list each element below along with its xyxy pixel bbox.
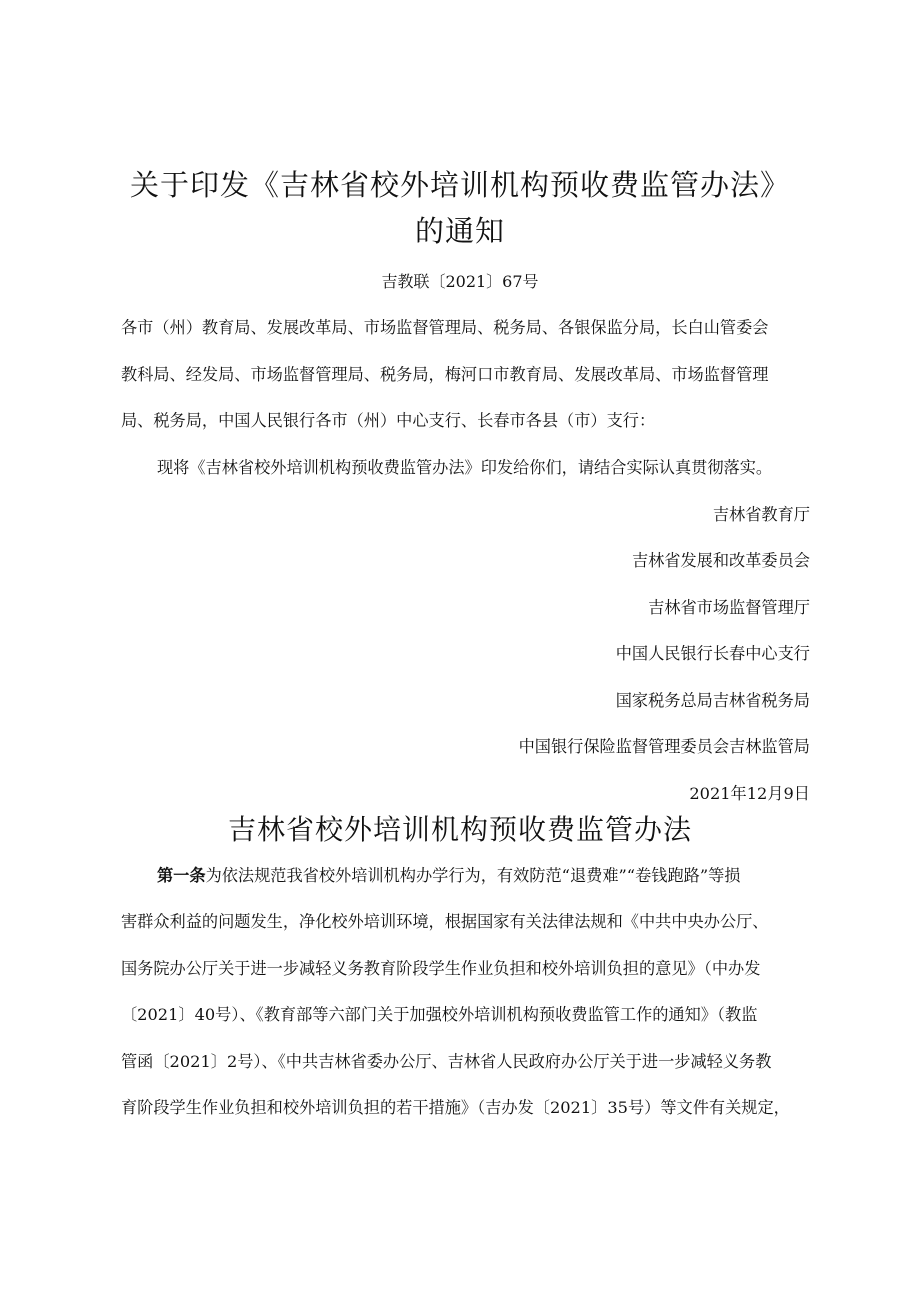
signatory: 吉林省发展和改革委员会 — [631, 551, 810, 570]
notice-title-line-2: 的通知 — [414, 214, 505, 248]
signatory: 中国银行保险监督管理委员会吉林监管局 — [518, 737, 810, 756]
article-line: 育阶段学生作业负担和校外培训负担的若干措施》（吉办发〔2021〕35号）等文件有关规定， — [121, 1098, 790, 1117]
addressee-line: 教科局、经发局、市场监督管理局、税务局，梅河口市教育局、发展改革局、市场监督管理 — [121, 365, 769, 384]
article-line: 国务院办公厅关于进一步减轻义务教育阶段学生作业负担和校外培训负担的意见》（中办发 — [121, 959, 761, 978]
article-line: 害群众利益的问题发生，净化校外培训环境，根据国家有关法律法规和《中共中央办公厅、 — [121, 912, 769, 931]
article-line — [157, 864, 857, 888]
article-line: 〔2021〕40号）、《教育部等六部门关于加强校外培训机构预收费监管工作的通知》（教监 — [121, 1005, 758, 1024]
signatory: 吉林省市场监督管理厅 — [648, 598, 810, 617]
article-text: 为依法规范我省校外培训机构办学行为，有效防范“退费难”“卷钱跑路”等损 — [205, 866, 741, 885]
addressee-line: 各市（州）教育局、发展改革局、市场监督管理局、税务局、各银保监分局，长白山管委会 — [121, 318, 769, 337]
signatory: 吉林省教育厅 — [712, 505, 810, 524]
notice-title-line-1: 关于印发《吉林省校外培训机构预收费监管办法》 — [129, 168, 790, 202]
notice-date: 2021年12月9日 — [689, 784, 810, 803]
article-line: 管函〔2021〕2号）、《中共吉林省委办公厅、吉林省人民政府办公厅关于进一步减轻义务教 — [121, 1052, 772, 1071]
addressee-line: 局、税务局，中国人民银行各市（州）中心支行、长春市各县（市）支行： — [121, 411, 656, 430]
article-label: 第一条 — [157, 866, 206, 885]
regulation-title: 吉林省校外培训机构预收费监管办法 — [227, 813, 692, 846]
notice-body: 现将《吉林省校外培训机构预收费监管办法》印发给你们，请结合实际认真贯彻落实。 — [157, 458, 773, 477]
document-number: 吉教联〔2021〕67号 — [381, 272, 539, 291]
signatory: 中国人民银行长春中心支行 — [615, 644, 810, 663]
signatory: 国家税务总局吉林省税务局 — [615, 691, 810, 710]
